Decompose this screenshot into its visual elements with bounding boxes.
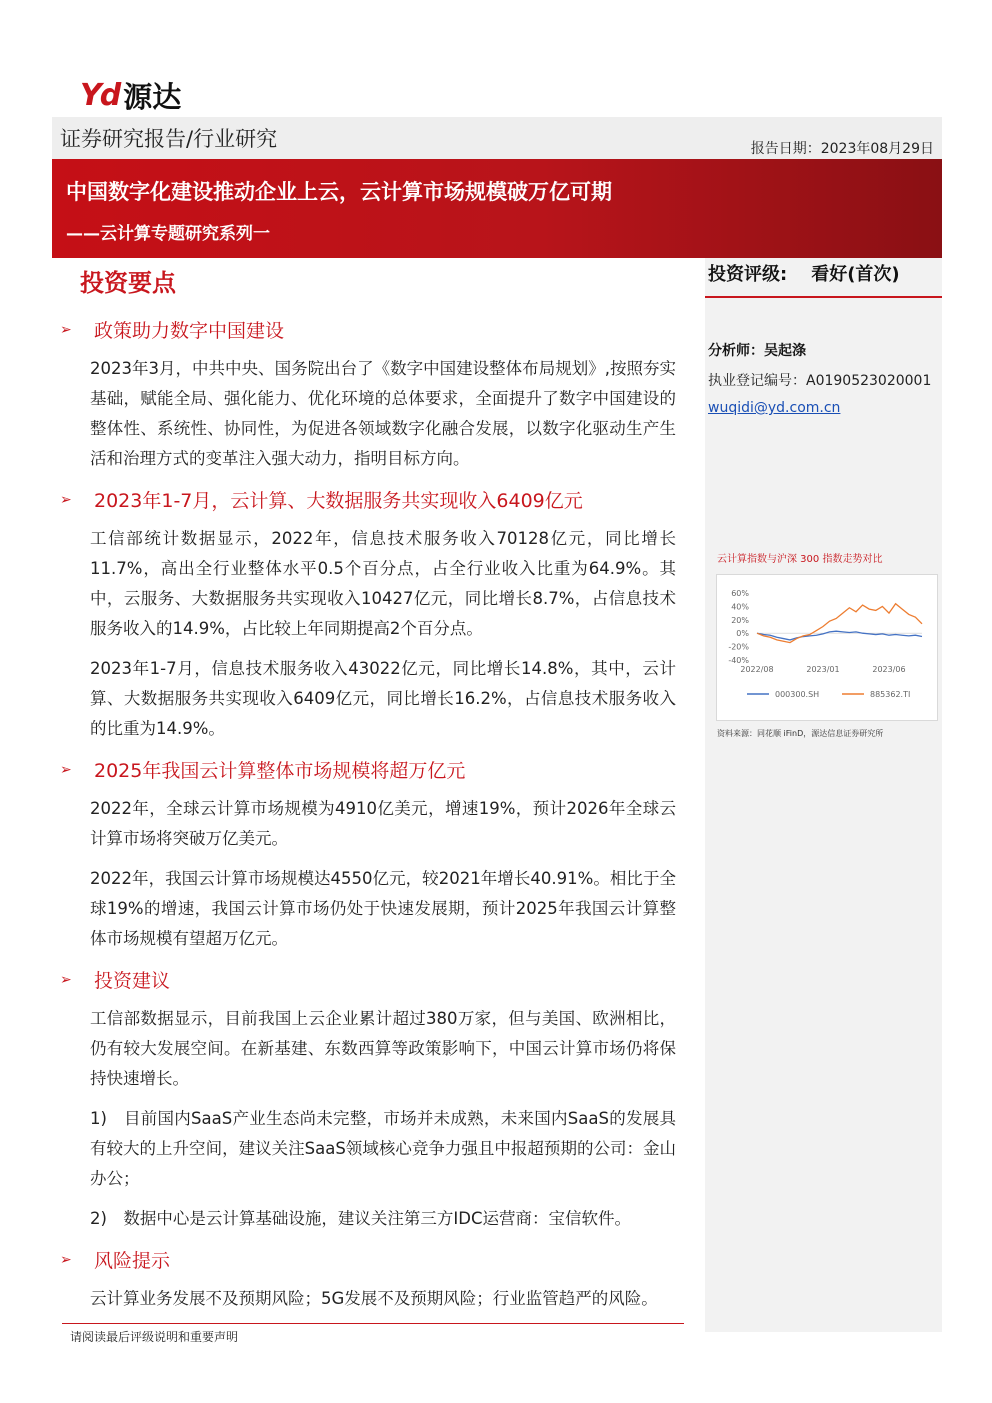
brand-logo	[80, 78, 181, 112]
arrow-bullet-icon: ➢	[60, 491, 72, 508]
report-date: 报告日期：2023年08月29日	[750, 141, 934, 157]
y-tick-label: 20%	[731, 615, 749, 625]
report-subtitle: ——云计算专题研究系列一	[66, 224, 270, 244]
rating-row	[708, 260, 900, 286]
analyst-email-link[interactable]: wuqidi@yd.com.cn	[708, 400, 841, 416]
series-line-885362.TI	[757, 604, 922, 643]
chart-source: 资料来源：同花顺 iFinD，源达信息证券研究所	[717, 729, 884, 738]
section-heading-text: 政策助力数字中国建设	[94, 320, 285, 342]
paragraph: 工信部数据显示，目前我国上云企业累计超过380万家，但与美国、欧洲相比，仍有较大发展空间。在新基建、东数西算等政策影响下，中国云计算市场仍将保持快速增长。	[90, 1009, 676, 1088]
section-heading	[60, 756, 465, 783]
arrow-bullet-icon: ➢	[60, 1251, 72, 1268]
section-heading-text: 投资建议	[94, 970, 171, 992]
y-tick-label: 40%	[731, 602, 749, 612]
logo-mark: Yd	[80, 77, 120, 113]
y-tick-label: 60%	[731, 589, 749, 598]
arrow-bullet-icon: ➢	[60, 971, 72, 988]
report-title: 中国数字化建设推动企业上云，云计算市场规模破万亿可期	[66, 180, 612, 204]
arrow-bullet-icon: ➢	[60, 321, 72, 338]
series-line-000300.SH	[757, 631, 922, 640]
paragraph: 1) 目前国内SaaS产业生态尚未完整，市场并未成熟，未来国内SaaS的发展具有较大的上升空间，建议关注SaaS领域核心竞争力强且中报超预期的公司：金山办公；	[90, 1109, 676, 1188]
x-tick-label: 2023/01	[806, 665, 840, 674]
section-heading	[60, 486, 583, 513]
investment-highlights-heading: 投资要点	[80, 269, 176, 297]
y-tick-label: 0%	[736, 629, 749, 639]
arrow-bullet-icon: ➢	[60, 761, 72, 778]
sidebar	[705, 258, 942, 1332]
rating-label: 投资评级:	[708, 264, 788, 285]
paragraph: 2022年，全球云计算市场规模为4910亿美元，增速19%，预计2026年全球云计算市场将突破万亿美元。	[90, 799, 676, 848]
report-type: 证券研究报告/行业研究	[60, 127, 278, 151]
logo-text: 源达	[123, 79, 182, 114]
paragraph: 2023年1-7月，信息技术服务收入43022亿元，同比增长14.8%，其中，云计算、大数据服务共实现收入6409亿元，同比增长16.2%，占信息技术服务收入的比重为14.9%。	[90, 659, 676, 738]
section-heading	[60, 1246, 170, 1273]
rating-divider	[705, 296, 942, 298]
footer-disclaimer: 请阅读最后评级说明和重要声明	[70, 1330, 239, 1344]
paragraph: 2023年3月，中共中央、国务院出台了《数字中国建设整体布局规划》,按照夯实基础，赋能全局、强化能力、优化环境的总体要求，全面提升了数字中国建设的整体性、系统性、协同性，为促进各领域数字化融合发展，以数字化驱动生产生活和治理方式的变革注入强大动力，指明目标方向。	[90, 359, 676, 468]
footer-divider	[62, 1323, 684, 1324]
y-tick-label: -40%	[728, 656, 749, 665]
section-heading	[60, 966, 170, 993]
analyst-name: 分析师：吴起涤	[708, 343, 806, 359]
section-heading-text: 2025年我国云计算整体市场规模将超万亿元	[94, 760, 466, 782]
rating-value: 看好(首次)	[811, 264, 900, 285]
index-comparison-chart	[716, 574, 938, 721]
paragraph: 2022年，我国云计算市场规模达4550亿元，较2021年增长40.91%。相比于全球19%的增速，我国云计算市场仍处于快速发展期，预计2025年我国云计算整体市场规模有望超万亿元。	[90, 869, 676, 948]
y-tick-label: -20%	[728, 642, 749, 652]
x-tick-label: 2022/08	[740, 665, 774, 674]
chart-svg	[717, 575, 937, 720]
x-tick-label: 2023/06	[872, 665, 906, 674]
registration-number: 执业登记编号：A0190523020001	[708, 373, 932, 389]
section-heading	[60, 316, 284, 343]
paragraph: 2) 数据中心是云计算基础设施，建议关注第三方IDC运营商：宝信软件。	[90, 1209, 632, 1228]
legend-label: 000300.SH	[775, 690, 820, 699]
chart-title: 云计算指数与沪深 300 指数走势对比	[717, 554, 883, 565]
paragraph: 云计算业务发展不及预期风险；5G发展不及预期风险；行业监管趋严的风险。	[90, 1289, 658, 1308]
section-heading-text: 2023年1-7月，云计算、大数据服务共实现收入6409亿元	[94, 490, 583, 512]
section-heading-text: 风险提示	[94, 1250, 171, 1272]
paragraph: 工信部统计数据显示，2022年，信息技术服务收入70128亿元，同比增长11.7%，高出全行业整体水平0.5个百分点，占全行业收入比重为64.9%。其中，云服务、大数据服务共实现收入10427亿元，同比增长8.7%，占信息技术服务收入的14.9%，占比较上年同期提高2个百分点。	[90, 529, 676, 638]
legend-label: 885362.TI	[870, 690, 911, 699]
